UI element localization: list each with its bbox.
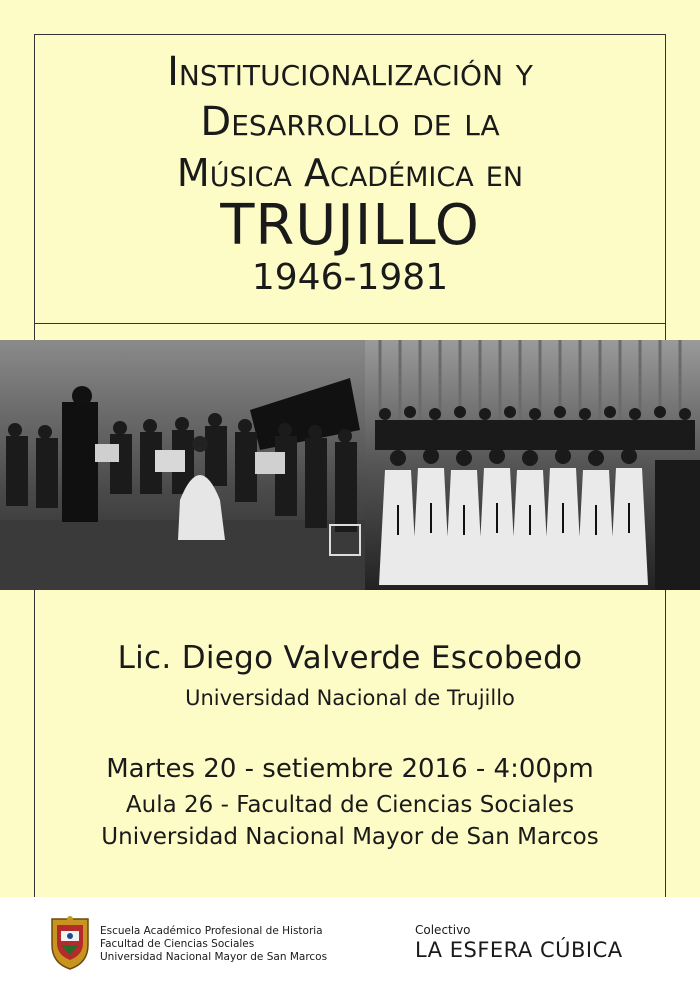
university-crest (48, 915, 92, 971)
collective-name: LA ESFERA CÚBICA (415, 938, 623, 962)
event-date: Martes 20 - setiembre 2016 - 4:00pm (106, 754, 594, 784)
speaker-block (34, 640, 666, 710)
title-rule (34, 323, 666, 324)
title-line-4: TRUJILLO (220, 193, 480, 258)
collective-logo (415, 923, 623, 962)
event-university: Universidad Nacional Mayor de San Marcos (101, 824, 599, 850)
speaker-affiliation: Universidad Nacional de Trujillo (185, 686, 515, 710)
poster-title (34, 49, 666, 298)
footer-line-3: Universidad Nacional Mayor de San Marcos (100, 951, 328, 963)
title-line-3: Música Académica en (176, 151, 524, 195)
event-details (34, 754, 666, 850)
footer-line-2: Facultad de Ciencias Sociales (100, 938, 255, 950)
footer-organization (100, 925, 327, 964)
speaker-name: Lic. Diego Valverde Escobedo (117, 640, 583, 676)
historic-photo-banner (0, 340, 700, 590)
event-place: Aula 26 - Facultad de Ciencias Sociales (125, 792, 575, 818)
footer-line-1: Escuela Académico Profesional de Historia (100, 925, 323, 937)
title-years: 1946-1981 (251, 257, 449, 298)
title-line-1: Institucionalización y (167, 49, 533, 95)
choir-photo (365, 340, 700, 590)
orchestra-photo (0, 340, 365, 590)
collective-label: Colectivo (415, 923, 471, 937)
footer (0, 897, 700, 990)
title-line-2: Desarrollo de la (200, 99, 500, 145)
